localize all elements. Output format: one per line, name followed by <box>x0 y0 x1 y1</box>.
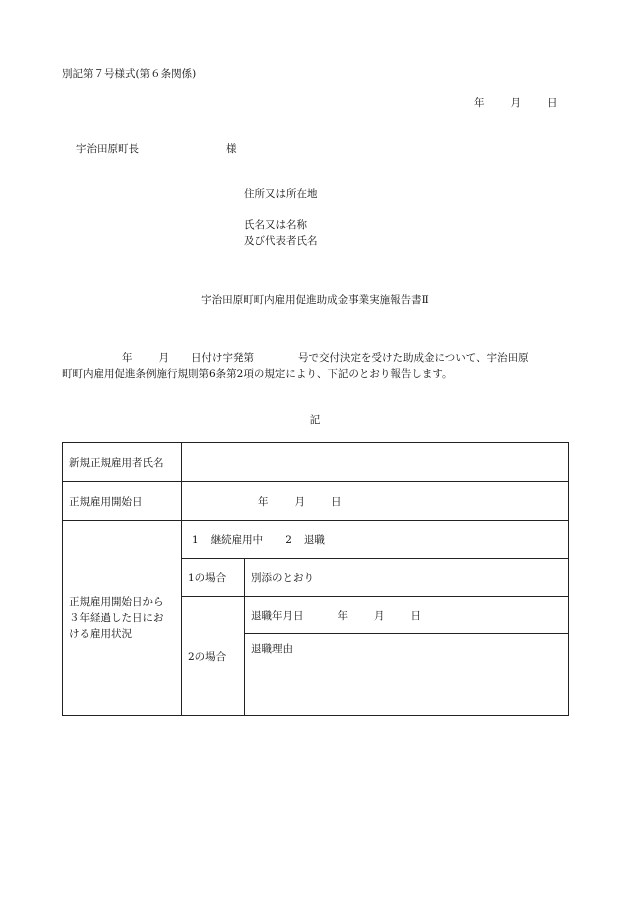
submission-date-line <box>474 95 558 110</box>
addressee-line <box>76 141 237 156</box>
employment-status-options[interactable] <box>182 521 569 559</box>
case-1-value: 別添のとおり <box>245 559 569 597</box>
document-title: 宇治田原町町内雇用促進助成金事業実施報告書Ⅱ <box>201 294 429 306</box>
form-number-label: 別記第７号様式(第６条関係) <box>62 68 197 80</box>
applicant-address-label: 住所又は所在地 <box>244 188 318 200</box>
employment-status-label-line-2: ３年経過した日にお <box>69 612 164 624</box>
new-employee-name-field[interactable] <box>182 443 569 482</box>
start-date-day: 日 <box>331 495 342 508</box>
retire-date-label: 退職年月日 <box>251 609 304 622</box>
body-line-2: 町町内雇用促進条例施行規則第6条第2項の規定により、下記のとおり報告します。 <box>62 368 453 380</box>
applicant-representative-label: 及び代表者氏名 <box>244 235 318 247</box>
start-date-month: 月 <box>294 495 305 508</box>
body-day-ref: 日付け宇発第 <box>191 352 254 364</box>
body-month: 月 <box>158 352 169 364</box>
body-line-1 <box>62 350 570 366</box>
addressee-honorific: 様 <box>226 143 237 155</box>
applicant-name-label: 氏名又は名称 <box>244 219 307 231</box>
addressee-name: 宇治田原町長 <box>76 143 139 155</box>
retire-date-month: 月 <box>374 609 385 622</box>
start-date-label: 正規雇用開始日 <box>63 482 182 521</box>
employment-status-label-line-1: 正規雇用開始日から <box>69 596 164 608</box>
retire-date-field[interactable] <box>245 597 569 634</box>
option-retired-label[interactable]: 退職 <box>303 534 325 546</box>
ki-heading: 記 <box>309 414 321 426</box>
option-2-number: 2 <box>285 534 292 546</box>
employment-status-label <box>63 521 182 716</box>
case-1-label: 1の場合 <box>182 559 245 597</box>
new-employee-name-label: 新規正規雇用者氏名 <box>63 443 182 482</box>
date-month-label: 月 <box>510 97 521 109</box>
start-date-year: 年 <box>258 495 269 508</box>
date-day-label: 日 <box>547 97 558 109</box>
retire-date-day: 日 <box>410 609 421 622</box>
body-year: 年 <box>122 352 133 364</box>
body-no-rest: 号で交付決定を受けた助成金について、宇治田原 <box>298 352 529 364</box>
report-body-paragraph <box>62 350 570 382</box>
retire-reason-label: 退職理由 <box>251 643 293 655</box>
option-1-number: 1 <box>192 534 199 546</box>
case-2-label: 2の場合 <box>182 597 245 716</box>
employment-status-label-line-3: ける雇用状況 <box>69 628 132 640</box>
report-table <box>62 442 569 716</box>
option-continuing-label[interactable]: 継続雇用中 <box>210 534 264 546</box>
retire-date-year: 年 <box>337 609 348 622</box>
start-date-field[interactable] <box>182 482 569 521</box>
retire-reason-field[interactable] <box>245 634 569 716</box>
date-year-label: 年 <box>474 97 485 109</box>
